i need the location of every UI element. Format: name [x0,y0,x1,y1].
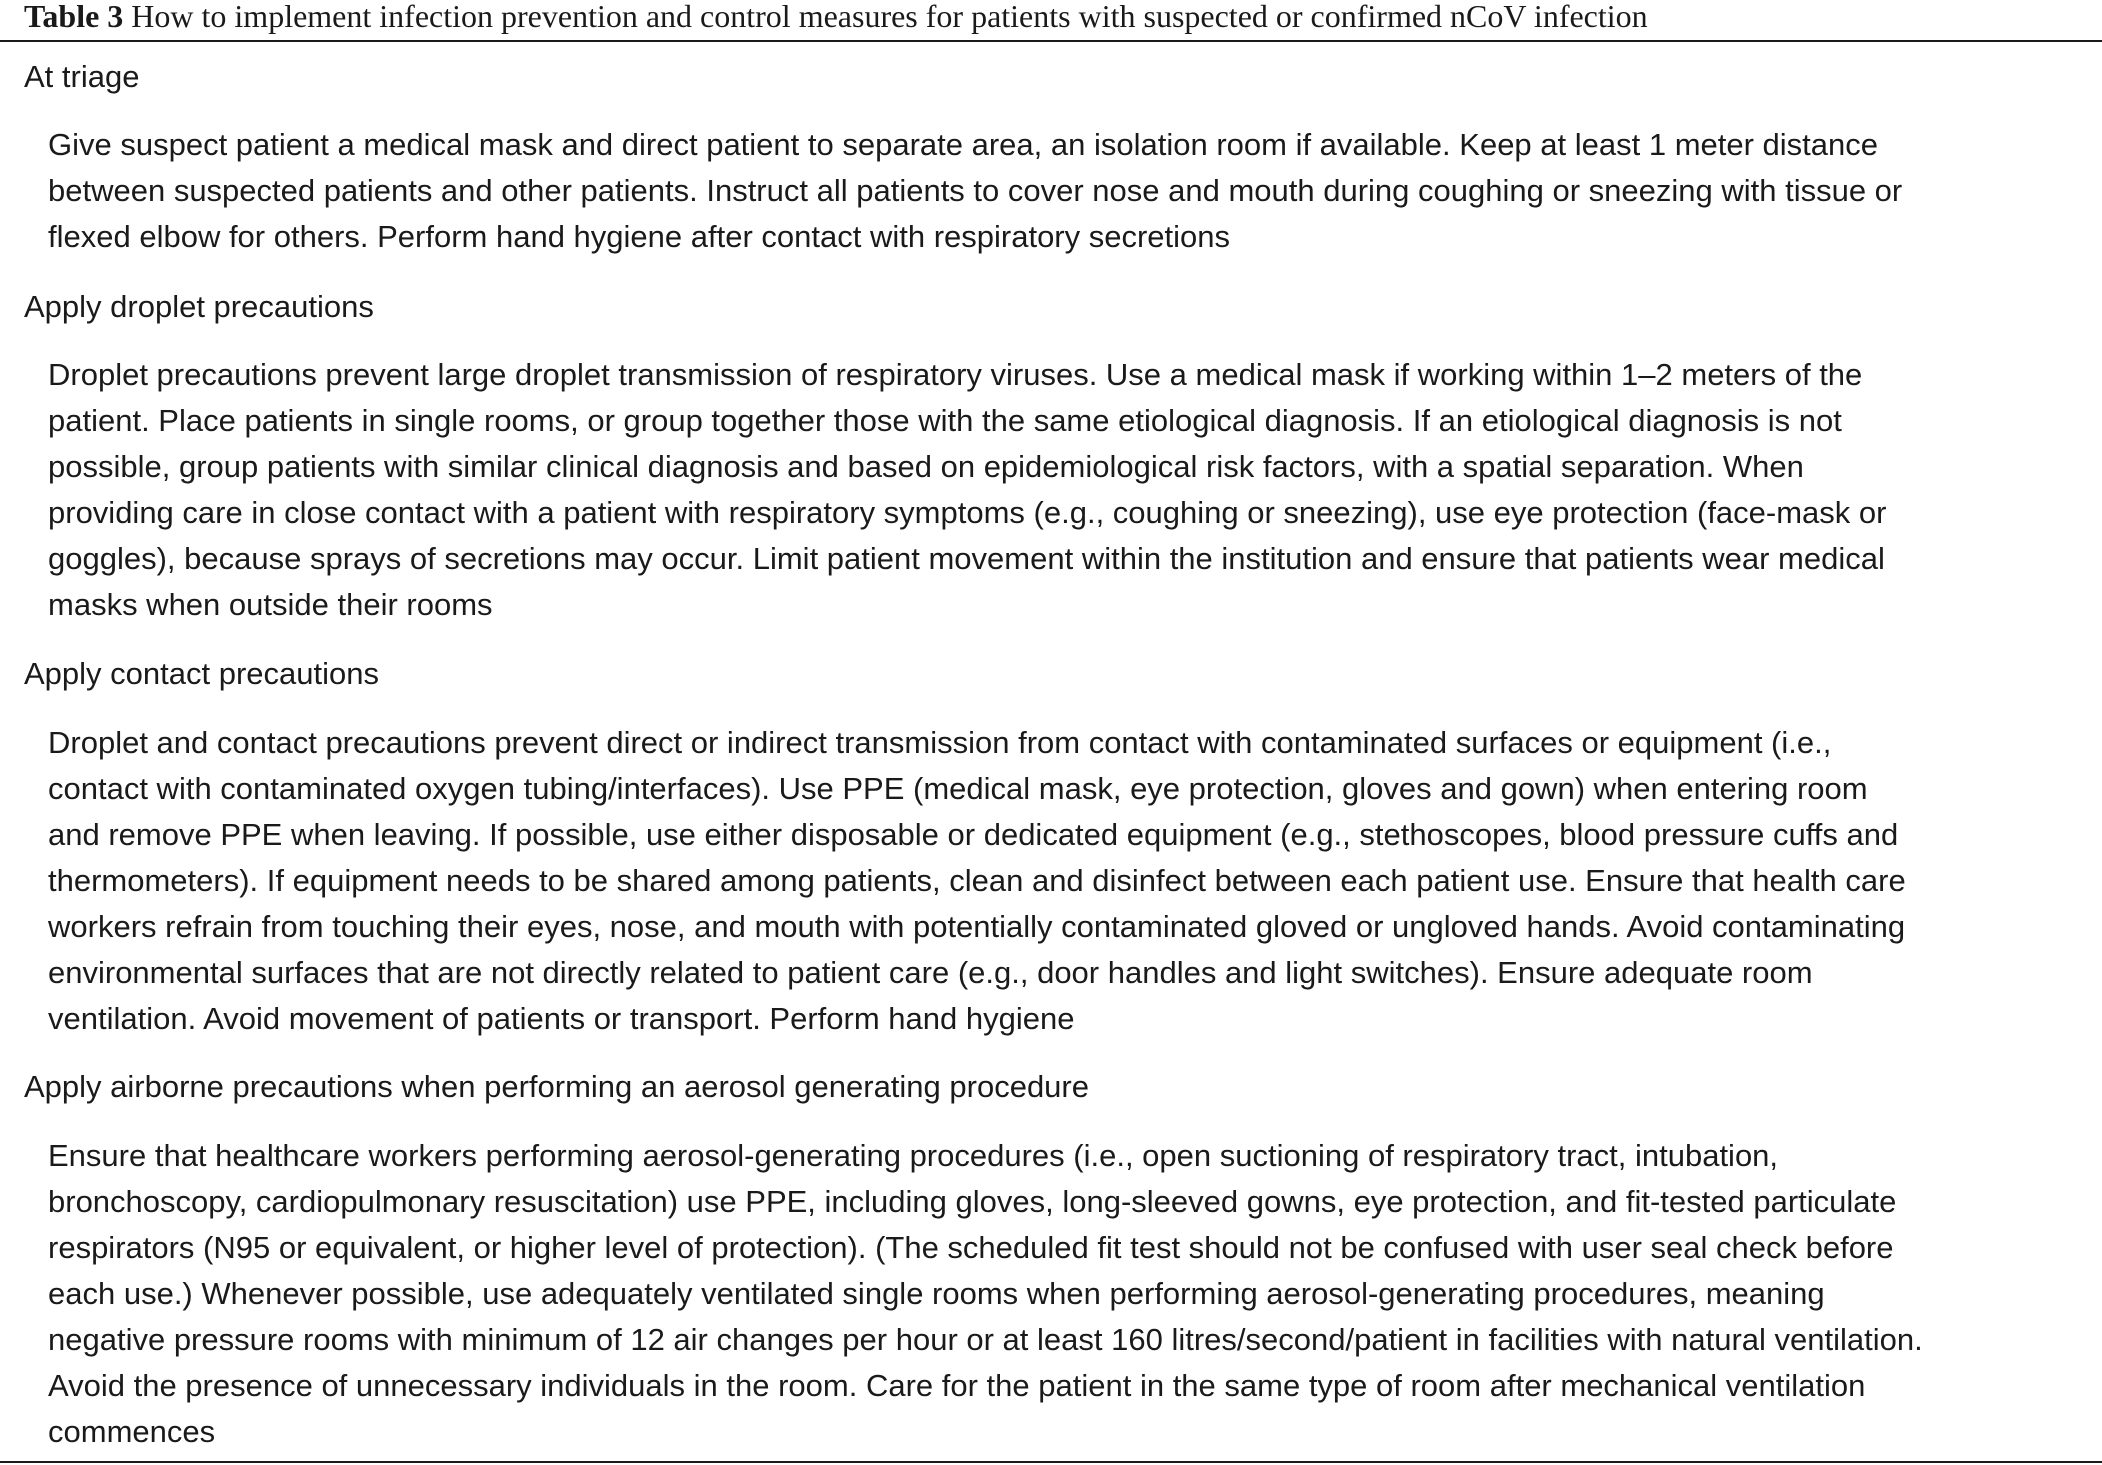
text-line: respirators (N95 or equivalent, or higher level of protection). (The scheduled fit test should not be confused with user seal check before [48,1230,1894,1265]
table-top-rule [0,40,2102,42]
table-caption [24,0,1648,40]
section-text-airborne [48,1133,2088,1455]
text-line: contact with contaminated oxygen tubing/interfaces). Use PPE (medical mask, eye protection, gloves and gown) when entering room [48,771,1868,806]
section-text-contact [48,720,2088,1042]
text-line: flexed elbow for others. Perform hand hygiene after contact with respiratory secretions [48,219,1231,254]
text-line: negative pressure rooms with minimum of 12 air changes per hour or at least 160 litres/second/patient in facilities with natural ventilation. [48,1322,1923,1357]
text-line: each use.) Whenever possible, use adequately ventilated single rooms when performing aerosol-generating procedures, meaning [48,1276,1825,1311]
text-line: workers refrain from touching their eyes, nose, and mouth with potentially contaminated gloved or ungloved hands. Avoid contaminating [48,909,1906,944]
section-text-triage [48,122,2088,260]
text-line: patient. Place patients in single rooms, or group together those with the same etiological diagnosis. If an etiological diagnosis is not [48,403,1842,438]
text-line: environmental surfaces that are not directly related to patient care (e.g., door handles and light switches). Ensure adequate room [48,955,1813,990]
text-line: ventilation. Avoid movement of patients or transport. Perform hand hygiene [48,1001,1075,1036]
table-bottom-rule [0,1461,2102,1463]
text-line: possible, group patients with similar clinical diagnosis and based on epidemiological risk factors, with a spatial separation. When [48,449,1804,484]
text-line: masks when outside their rooms [48,587,493,622]
text-line: Ensure that healthcare workers performing aerosol-generating procedures (i.e., open suctioning of respiratory tract, intubation, [48,1138,1779,1173]
text-line: Avoid the presence of unnecessary individuals in the room. Care for the patient in the same type of room after mechanical ventilation [48,1368,1866,1403]
text-line: Droplet and contact precautions prevent direct or indirect transmission from contact with contaminated surfaces or equipment (i.e., [48,725,1832,760]
section-heading-airborne: Apply airborne precautions when performing an aerosol generating procedure [24,1069,1089,1104]
text-line: Droplet precautions prevent large droplet transmission of respiratory viruses. Use a medical mask if working within 1–2 meters of the [48,357,1863,392]
text-line: thermometers). If equipment needs to be shared among patients, clean and disinfect between each patient use. Ensure that health care [48,863,1906,898]
text-line: providing care in close contact with a patient with respiratory symptoms (e.g., coughing or sneezing), use eye protection (face-mask or [48,495,1887,530]
table-caption-text: How to implement infection prevention and control measures for patients with suspected or confirmed nCoV infection [131,0,1648,34]
text-line: and remove PPE when leaving. If possible, use either disposable or dedicated equipment (e.g., stethoscopes, blood pressure cuffs and [48,817,1899,852]
text-line: commences [48,1414,216,1449]
text-line: goggles), because sprays of secretions may occur. Limit patient movement within the institution and ensure that patients wear medical [48,541,1885,576]
section-heading-triage: At triage [24,59,140,94]
text-line: Give suspect patient a medical mask and direct patient to separate area, an isolation room if available. Keep at least 1 meter distance [48,127,1879,162]
section-heading-droplet: Apply droplet precautions [24,289,374,324]
table-caption-label: Table 3 [24,0,124,34]
text-line: bronchoscopy, cardiopulmonary resuscitation) use PPE, including gloves, long-sleeved gowns, eye protection, and fit-tested particulate [48,1184,1897,1219]
text-line: between suspected patients and other patients. Instruct all patients to cover nose and mouth during coughing or sneezing with tissue or [48,173,1903,208]
section-heading-contact: Apply contact precautions [24,656,379,691]
section-text-droplet [48,352,2088,628]
